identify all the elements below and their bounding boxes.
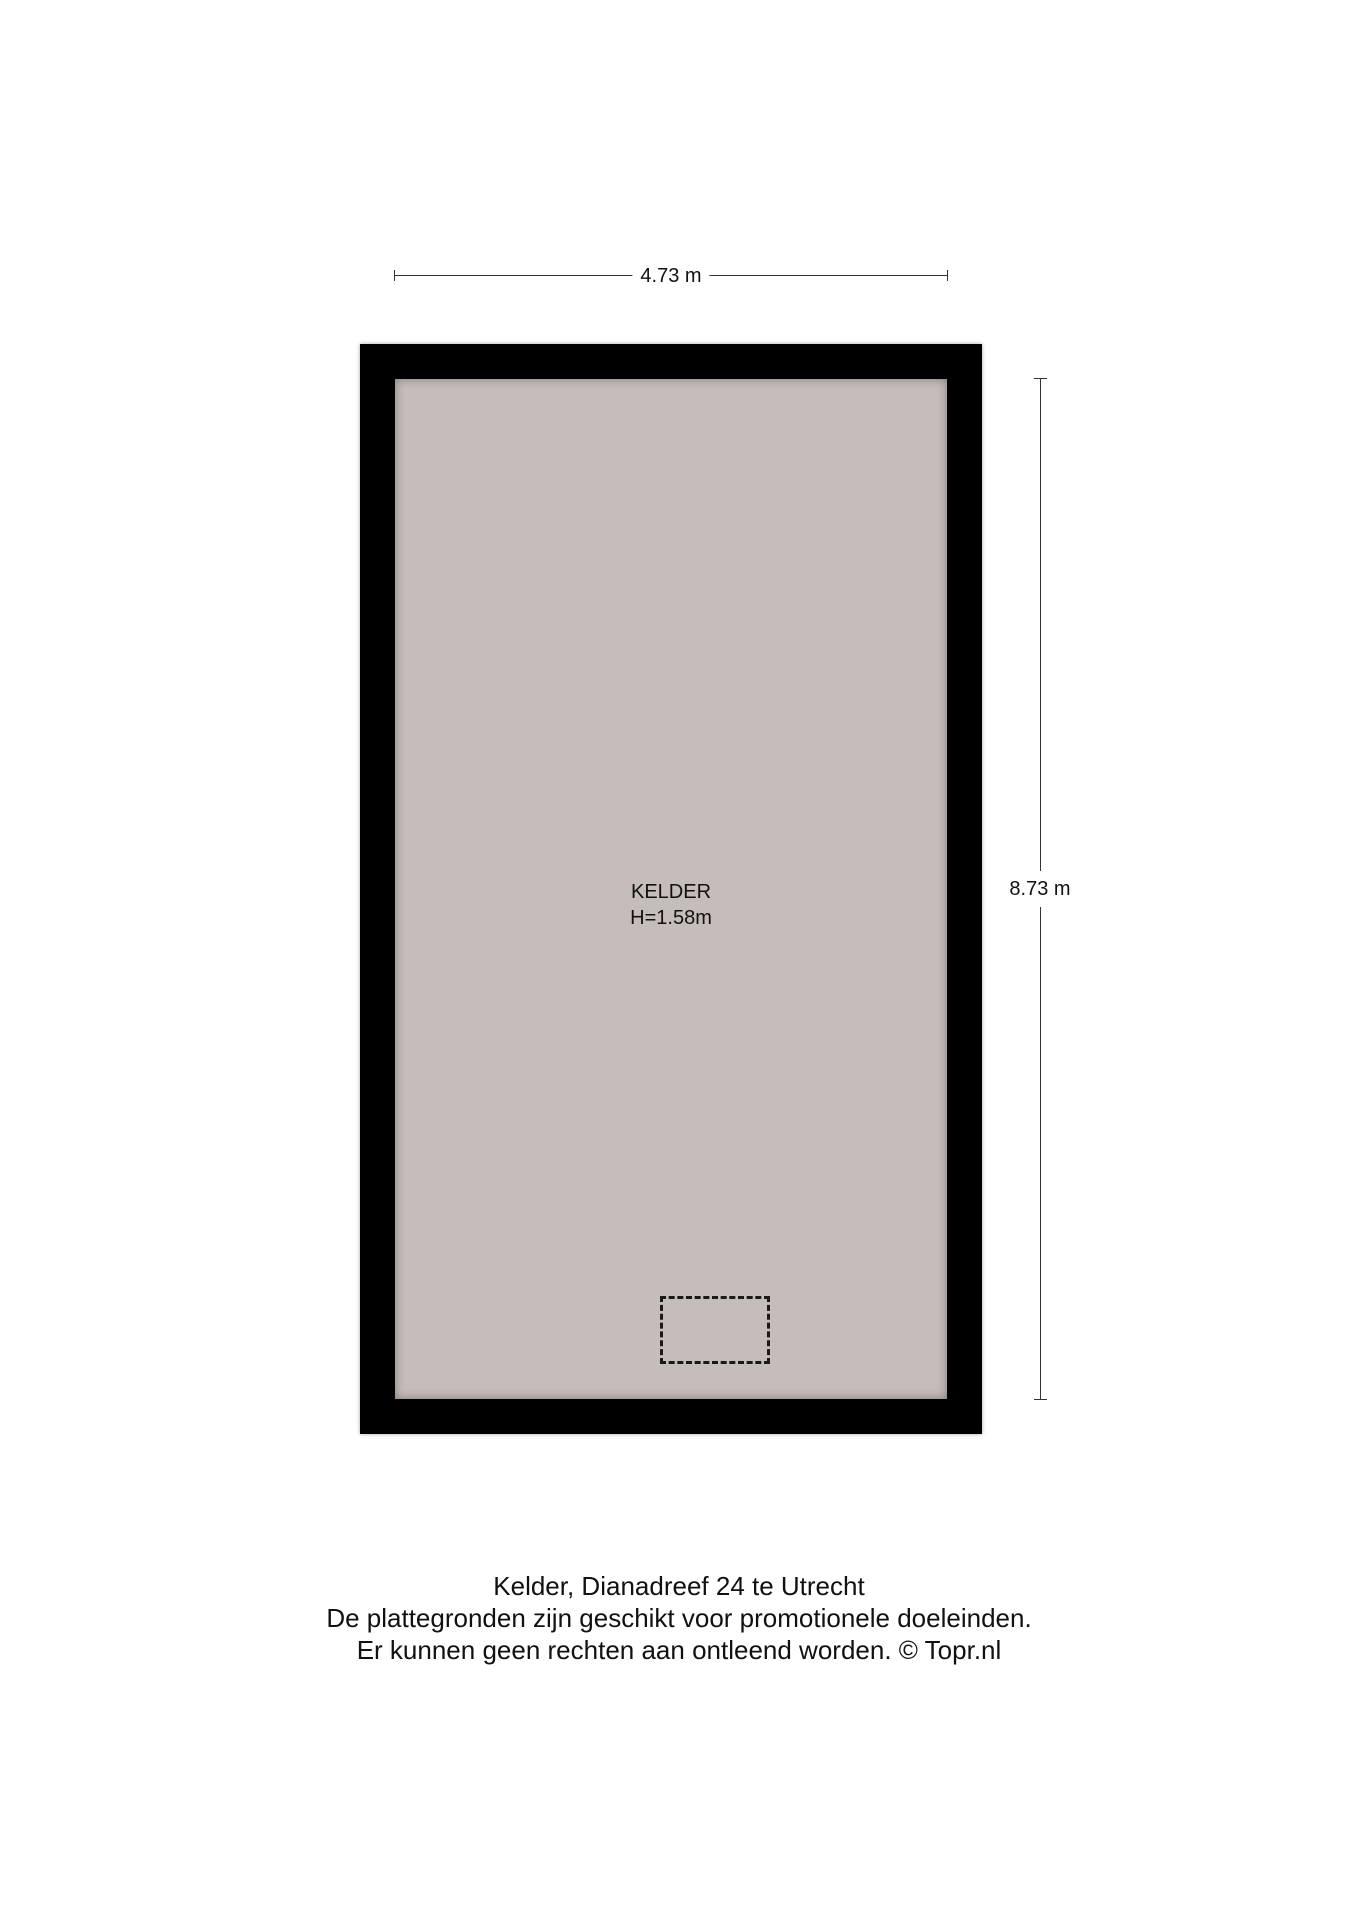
width-dimension [394,264,948,288]
room-floor [395,379,947,1399]
height-dimension-bottom-tick [1034,1399,1047,1400]
room-name: KELDER [630,881,712,903]
room-height: H=1.58m [630,907,712,929]
width-dimension-label: 4.73 m [632,264,709,288]
width-dimension-end-tick [947,270,948,281]
height-dimension [1009,378,1071,1400]
caption-disclaimer: De plattegronden zijn geschikt voor promotionele doeleinden. [326,1603,1032,1633]
room-label [395,879,947,931]
outer-wall [360,344,982,1434]
height-dimension-label: 8.73 m [1009,871,1070,907]
floor-hatch [660,1296,770,1364]
caption [0,1570,1358,1666]
height-dimension-top-tick [1034,378,1047,379]
width-dimension-start-tick [394,270,395,281]
caption-copyright: Er kunnen geen rechten aan ontleend worden. © Topr.nl [356,1635,1002,1665]
caption-title: Kelder, Dianadreef 24 te Utrecht [493,1571,865,1601]
